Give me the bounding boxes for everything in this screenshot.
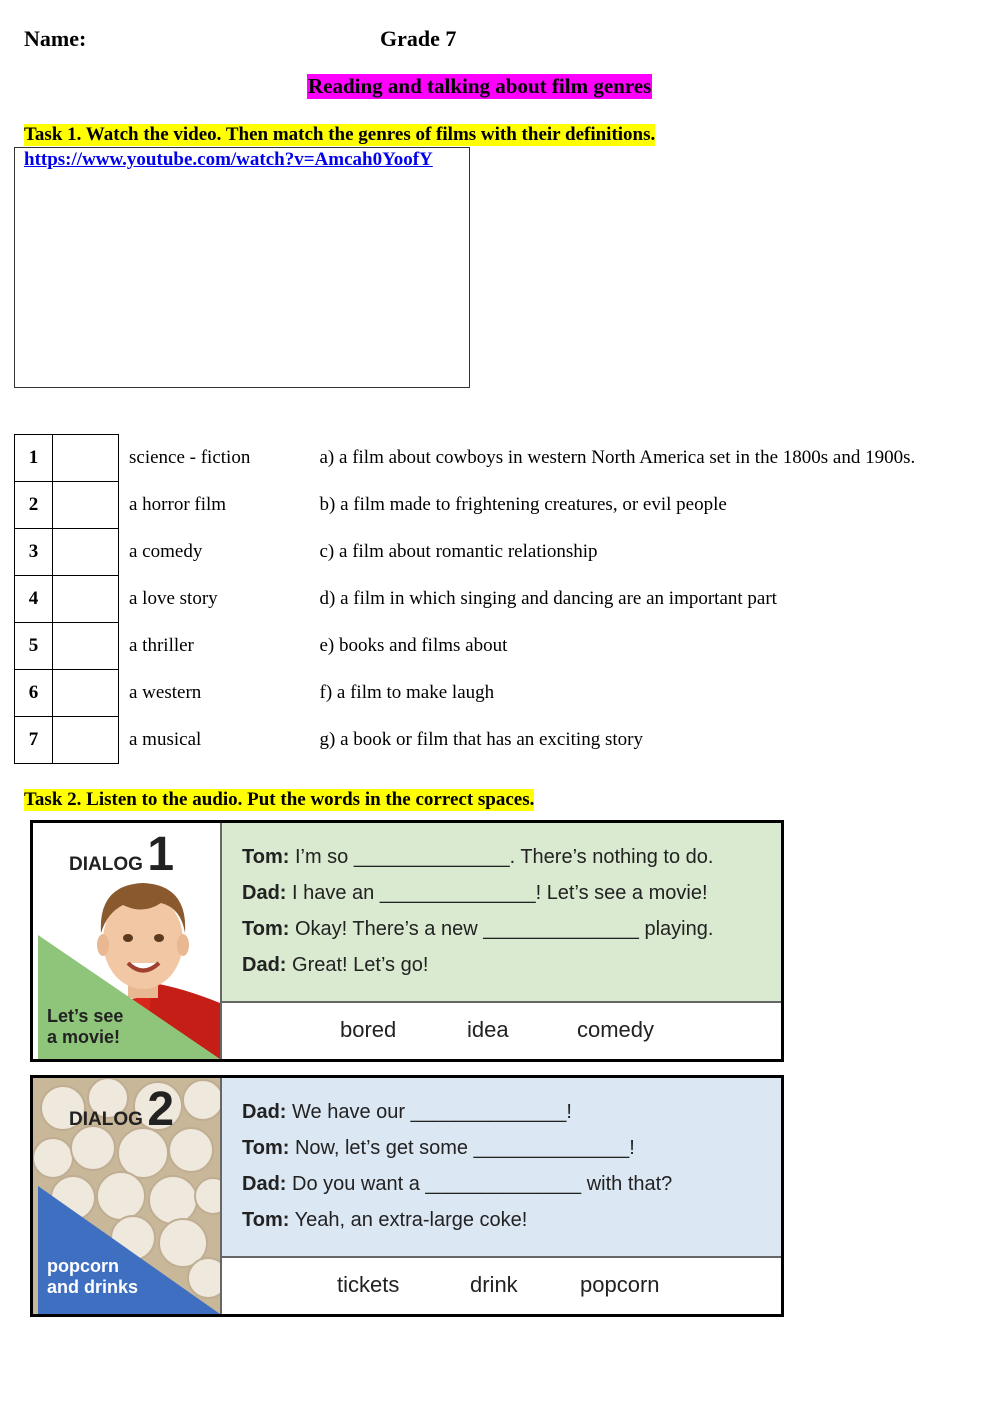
dialog-1-caption — [47, 1006, 123, 1048]
answer-box[interactable] — [53, 717, 119, 764]
row-number: 5 — [15, 623, 53, 670]
definition-text: d) a film in which singing and dancing are an important part — [319, 588, 777, 609]
speaker-label: Tom: — [242, 918, 290, 940]
row-number: 7 — [15, 717, 53, 764]
dialog-2-caption-line2: and drinks — [47, 1277, 139, 1297]
answer-box[interactable] — [53, 670, 119, 717]
matching-table — [14, 434, 916, 764]
video-link[interactable]: https://www.youtube.com/watch?v=Amcah0YoofY — [24, 149, 433, 170]
table-row — [15, 482, 916, 529]
genre-label: a western — [129, 682, 202, 703]
dialog-2-image-panel — [33, 1078, 220, 1314]
dialog-1-caption-line1: Let’s see — [47, 1006, 124, 1026]
dialog-line-text: Now, let’s get some ______________! — [289, 1137, 635, 1159]
word-bank-item: bored — [340, 1017, 397, 1042]
word-bank-item: drink — [470, 1272, 518, 1297]
speaker-label: Dad: — [242, 954, 287, 976]
dialog-line-text: I have an ______________! Let’s see a movie! — [286, 882, 708, 904]
row-number: 6 — [15, 670, 53, 717]
table-row — [15, 623, 916, 670]
speaker-label: Tom: — [242, 1137, 290, 1159]
genre-label: a musical — [129, 729, 202, 750]
answer-box[interactable] — [53, 623, 119, 670]
genre-label: a horror film — [129, 494, 227, 515]
name-label: Name: — [24, 26, 87, 51]
video-embed-frame[interactable] — [14, 147, 470, 388]
dialog-1-image-panel — [33, 823, 220, 1059]
dialog-2-number: 2 — [147, 1083, 175, 1136]
definition-text: c) a film about romantic relationship — [319, 541, 598, 562]
task2-instruction: Task 2. Listen to the audio. Put the words in the correct spaces. — [24, 789, 535, 810]
table-row — [15, 576, 916, 623]
page-title: Reading and talking about film genres — [308, 74, 652, 98]
dialog-2-text-panel — [220, 1078, 781, 1314]
genre-label: a love story — [129, 588, 218, 609]
dialog-2-caption-line1: popcorn — [47, 1256, 119, 1276]
grade-label: Grade 7 — [380, 26, 457, 51]
word-bank-item: tickets — [337, 1272, 400, 1297]
speaker-label: Tom: — [242, 1209, 290, 1231]
answer-box[interactable] — [53, 435, 119, 482]
word-bank-item: idea — [467, 1017, 509, 1042]
answer-box[interactable] — [53, 576, 119, 623]
dialog-line — [242, 846, 713, 869]
table-row — [15, 717, 916, 764]
definition-text: e) books and films about — [319, 635, 508, 656]
dialog-1-number: 1 — [147, 828, 175, 881]
genre-label: science - fiction — [129, 447, 251, 468]
dialog-2-card — [30, 1075, 784, 1317]
task1-instruction: Task 1. Watch the video. Then match the genres of films with their definitions. — [24, 124, 656, 145]
answer-box[interactable] — [53, 482, 119, 529]
table-row — [15, 670, 916, 717]
dialog-line — [242, 1173, 672, 1196]
row-number: 1 — [15, 435, 53, 482]
dialog-line-text: Okay! There’s a new ______________ playing. — [289, 918, 714, 940]
dialog-1-lines — [222, 823, 781, 1003]
word-bank-item: comedy — [577, 1017, 655, 1042]
table-row — [15, 529, 916, 576]
row-number: 4 — [15, 576, 53, 623]
dialog-line — [242, 1101, 572, 1124]
definition-text: g) a book or film that has an exciting story — [319, 729, 643, 750]
answer-box[interactable] — [53, 529, 119, 576]
dialog-1-word-bank — [222, 1005, 781, 1055]
table-row — [15, 435, 916, 482]
dialog-2-caption — [47, 1256, 138, 1298]
dialog-1-card — [30, 820, 784, 1062]
dialog-1-text-panel — [220, 823, 781, 1059]
dialog-line-text: I’m so ______________. There’s nothing to do. — [289, 846, 714, 868]
dialog-line-text: Great! Let’s go! — [286, 954, 429, 976]
dialog-2-title — [69, 1082, 174, 1137]
speaker-label: Dad: — [242, 882, 287, 904]
dialog-line-text: Yeah, an extra-large coke! — [289, 1209, 528, 1231]
dialog-2-lines — [222, 1078, 781, 1258]
definition-text: a) a film about cowboys in western North America set in the 1800s and 1900s. — [319, 447, 916, 468]
dialog-1-label: DIALOG — [69, 854, 143, 875]
dialog-line — [242, 1137, 635, 1160]
genre-label: a comedy — [129, 541, 203, 562]
dialog-2-word-bank — [222, 1260, 781, 1310]
row-number: 2 — [15, 482, 53, 529]
dialog-line — [242, 918, 713, 941]
dialog-2-label: DIALOG — [69, 1109, 143, 1130]
dialog-1-title — [69, 827, 174, 882]
dialog-line — [242, 1209, 527, 1232]
definition-text: f) a film to make laugh — [319, 682, 495, 703]
dialog-line-text: We have our ______________! — [286, 1101, 572, 1123]
dialog-line — [242, 882, 708, 905]
genre-label: a thriller — [129, 635, 194, 656]
definition-text: b) a film made to frightening creatures, or evil people — [319, 494, 727, 515]
row-number: 3 — [15, 529, 53, 576]
dialog-line — [242, 954, 428, 977]
speaker-label: Dad: — [242, 1101, 287, 1123]
dialog-1-caption-line2: a movie! — [47, 1027, 121, 1047]
speaker-label: Tom: — [242, 846, 290, 868]
speaker-label: Dad: — [242, 1173, 287, 1195]
dialog-line-text: Do you want a ______________ with that? — [286, 1173, 673, 1195]
word-bank-item: popcorn — [580, 1272, 660, 1297]
